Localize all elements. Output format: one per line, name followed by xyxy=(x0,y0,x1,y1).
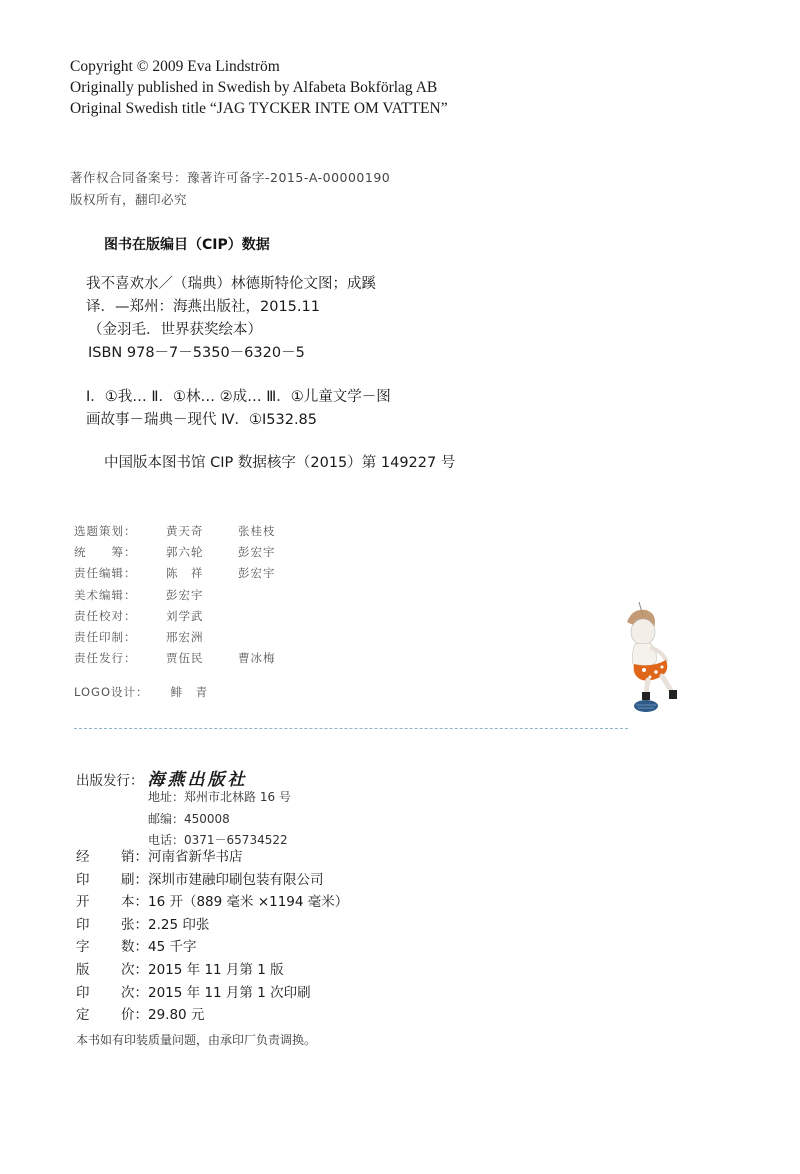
original-title-line: Original Swedish title “JAG TYCKER INTE OM VATTEN” xyxy=(70,100,448,117)
credit-name: 曹冰梅 xyxy=(238,651,276,666)
spec-label-char: 销： xyxy=(121,849,148,865)
original-publisher-line: Originally published in Swedish by Alfabeta Bokförlag AB xyxy=(70,79,438,96)
section-divider xyxy=(74,728,628,729)
cip-record xyxy=(86,273,376,365)
spec-value: 2.25 印张 xyxy=(148,916,210,933)
credit-row xyxy=(74,606,276,627)
cip-class-line: 画故事－瑞典－现代 Ⅳ．①I532.85 xyxy=(86,412,318,428)
credit-name: 鲱 青 xyxy=(170,685,209,699)
spec-value: 河南省新华书店 xyxy=(148,849,243,865)
spec-label xyxy=(76,869,148,892)
spec-row xyxy=(76,846,348,869)
credit-name: 刘学武 xyxy=(166,608,204,623)
copyright-line: Copyright © 2009 Eva Lindström xyxy=(70,58,280,75)
credit-role: 责任校对： xyxy=(74,608,137,623)
spec-label xyxy=(76,982,148,1005)
spec-label-char: 定 xyxy=(76,1007,90,1024)
spec-label-char: 本： xyxy=(121,894,148,911)
spec-row xyxy=(76,936,348,959)
spec-label xyxy=(76,936,148,959)
spec-row xyxy=(76,982,348,1005)
credit-role: 责任发行： xyxy=(74,651,137,666)
publication-specs xyxy=(76,846,348,1027)
credit-role: 责任印制： xyxy=(74,630,137,645)
publisher-label: 出版发行： xyxy=(76,773,144,789)
credit-name: 彭宏宇 xyxy=(238,545,276,560)
credit-name: 张桂枝 xyxy=(238,524,276,538)
credit-row xyxy=(74,563,276,584)
child-standing-on-stone-illustration xyxy=(612,600,702,720)
quality-notice: 本书如有印装质量问题，由承印厂负责调换。 xyxy=(76,1033,317,1047)
publisher-contact xyxy=(148,787,291,852)
credit-row xyxy=(74,648,276,669)
spec-row xyxy=(76,1004,348,1027)
publisher-postcode: 邮编：450008 xyxy=(148,811,230,826)
cip-line: （金羽毛．世界获奖绘本） xyxy=(88,322,262,338)
rights-reserved: 版权所有，翻印必究 xyxy=(70,192,188,207)
registration-block xyxy=(70,167,390,211)
spec-label xyxy=(76,846,148,869)
spec-label-char: 刷： xyxy=(121,871,148,888)
spec-row xyxy=(76,891,348,914)
publisher-logotype: 海燕出版社 xyxy=(147,770,248,790)
credit-role: LOGO设计： xyxy=(74,685,149,699)
spec-label xyxy=(76,891,148,914)
spec-label-char: 经 xyxy=(76,849,90,865)
credit-role: 责任编辑： xyxy=(74,566,137,581)
spec-value: 16 开（889 毫米 ×1194 毫米） xyxy=(148,894,349,911)
spec-label-char: 印 xyxy=(76,871,90,888)
spec-label-char: 次： xyxy=(121,961,148,978)
credit-name: 邢宏洲 xyxy=(166,630,204,645)
cip-isbn: ISBN 978－7－5350－6320－5 xyxy=(88,345,305,361)
contract-number: 著作权合同备案号：豫著许可备字-2015-A-00000190 xyxy=(70,170,391,185)
cip-classification xyxy=(86,386,391,432)
spec-label-char: 次： xyxy=(121,984,148,1001)
cip-line: 译．—郑州：海燕出版社，2015.11 xyxy=(86,299,320,315)
spec-label-char: 字 xyxy=(76,939,90,956)
cip-title: 图书在版编目（CIP）数据 xyxy=(104,237,270,253)
spec-row xyxy=(76,869,348,892)
credit-name: 贾伍民 xyxy=(166,651,204,666)
credit-name: 陈 祥 xyxy=(166,566,204,581)
credit-name: 彭宏宇 xyxy=(238,566,276,581)
spec-value: 深圳市建融印刷包装有限公司 xyxy=(148,871,324,888)
credit-name: 郭六轮 xyxy=(166,545,204,560)
spec-row xyxy=(76,914,348,937)
credit-row xyxy=(74,521,276,542)
credit-role: 统 筹： xyxy=(74,545,137,560)
spec-label-char: 价： xyxy=(121,1007,148,1024)
publisher-phone: 电话：0371－65734522 xyxy=(148,833,288,847)
credit-name: 彭宏宇 xyxy=(166,587,204,602)
credit-role: 选题策划： xyxy=(74,524,137,538)
spec-label xyxy=(76,1004,148,1027)
cip-verification-number: 中国版本图书馆 CIP 数据核字（2015）第 149227 号 xyxy=(104,455,456,471)
logo-design-credit xyxy=(74,684,208,700)
spec-label-char: 数： xyxy=(121,939,148,956)
credit-row xyxy=(74,585,276,606)
spec-row xyxy=(76,959,348,982)
credit-row xyxy=(74,627,276,648)
publisher-address: 地址：郑州市北林路 16 号 xyxy=(148,790,291,804)
credit-name: 黄天奇 xyxy=(166,524,204,538)
spec-value: 2015 年 11 月第 1 次印刷 xyxy=(148,984,311,1001)
spec-value: 29.80 元 xyxy=(148,1007,205,1024)
spec-label-char: 印 xyxy=(76,984,90,1001)
spec-label-char: 张： xyxy=(121,916,148,933)
credit-row xyxy=(74,542,276,563)
spec-value: 45 千字 xyxy=(148,939,197,956)
cip-line: 我不喜欢水／（瑞典）林德斯特伦文图；成蹊 xyxy=(86,276,376,292)
spec-label xyxy=(76,914,148,937)
copyright-block xyxy=(70,56,448,119)
spec-label-char: 印 xyxy=(76,916,90,933)
spec-label xyxy=(76,959,148,982)
cip-class-line: Ⅰ．①我… Ⅱ．①林… ②成… Ⅲ．①儿童文学－图 xyxy=(86,389,391,405)
spec-value: 2015 年 11 月第 1 版 xyxy=(148,961,284,978)
spec-label-char: 版 xyxy=(76,961,90,978)
credits-list xyxy=(74,521,276,669)
spec-label-char: 开 xyxy=(76,894,90,911)
credit-role: 美术编辑： xyxy=(74,587,137,602)
